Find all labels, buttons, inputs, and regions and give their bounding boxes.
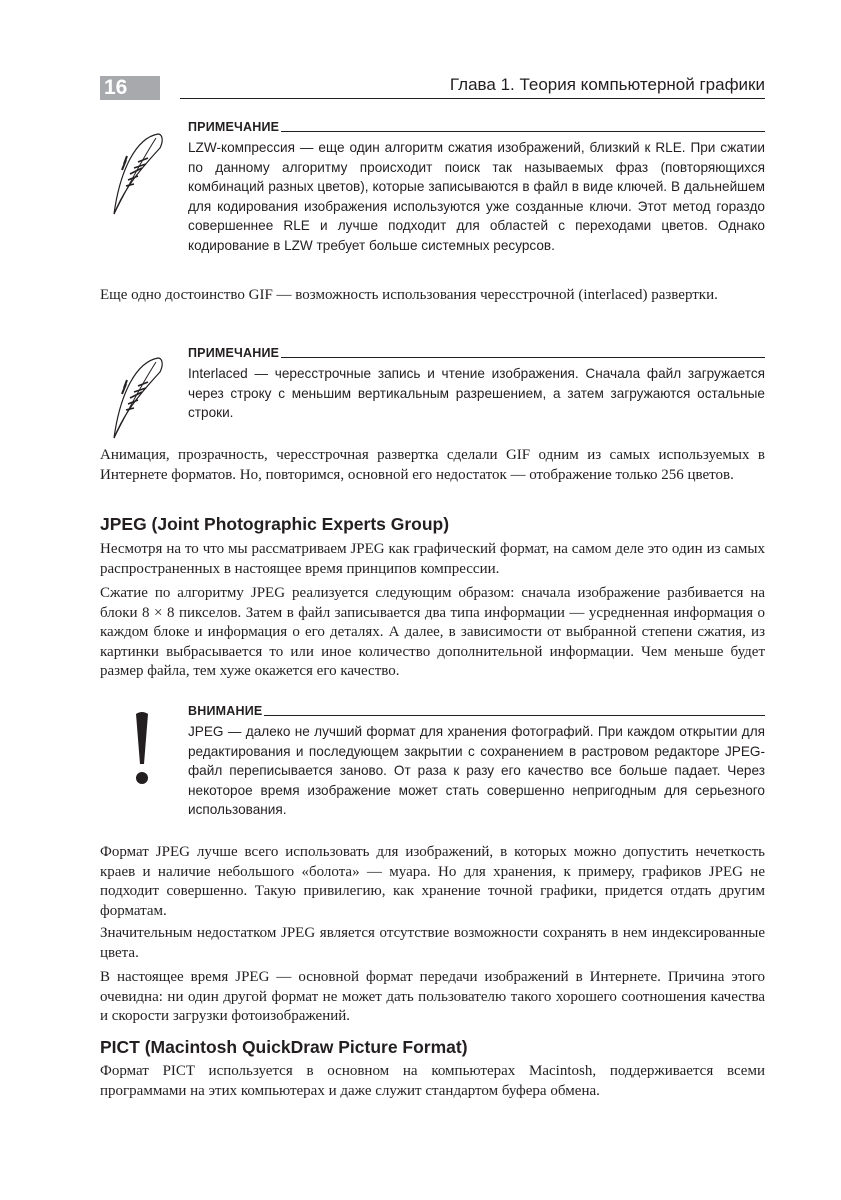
note-text: JPEG — далеко не лучший формат для хранения фотографий. При каждом открытии для редактирования и последующем закрытии с сохранением в растровом редакторе JPEG-файл переписывается заново. От раза к разу его качество все больше падает. Через некоторое время изображение может стать совершенно непригодным для серьезного использования. <box>188 724 765 817</box>
note-title: ПРИМЕЧАНИЕ <box>188 346 280 360</box>
note-text: Interlaced — чересстрочные запись и чтение изображения. Сначала файл загружается через строку с меньшим вертикальным разрешением, а затем загружаются остальные строки. <box>188 366 765 420</box>
paragraph-gif-summary: Анимация, прозрачность, чересстрочная развертка сделали GIF одним из самых используемых в Интернете форматов. Но, повторимся, основной его недостаток — отображение только 256 цветов. <box>100 447 765 483</box>
exclamation-icon <box>130 710 154 790</box>
paragraph-jpeg-intro: Несмотря на то что мы рассматриваем JPEG как графический формат, на самом деле это один из самых распространенных в настоящее время принципов компрессии. <box>100 541 765 577</box>
note-rule <box>264 715 765 716</box>
header-rule <box>180 98 765 99</box>
paragraph-pict-intro: Формат PICT используется в основном на компьютерах Macintosh, поддерживается всеми программами на этих компьютерах и даже служит стандартом буфера обмена. <box>100 1063 765 1099</box>
paragraph-jpeg-usage: Формат JPEG лучше всего использовать для изображений, в которых можно допустить нечеткость краев и наличие небольшого «болота» — муара. Но для хранения, к примеру, графиков JPEG не подходит совершенно. Такую привилегию, как хранение точной графики, придется отдать другим форматам. <box>100 844 765 919</box>
paragraph-jpeg-internet: В настоящее время JPEG — основной формат передачи изображений в Интернете. Причина этого очевидна: ни один другой формат не может дать пользователю такого хорошего соотношения качества и скорости загрузки фотоизображений. <box>100 969 765 1024</box>
paragraph-jpeg-algorithm: Сжатие по алгоритму JPEG реализуется следующим образом: сначала изображение разбивается на блоки 8 × 8 пикселов. Затем в файл записывается два типа информации — усредненная информация о каждом блоке и информация о его деталях. А далее, в зависимости от выбранной степени сжатия, из картинки выбрасывается то или иное количество дополнительной информации. Чем меньше будет размер файла, тем хуже окажется его качество. <box>100 585 765 679</box>
note-lzw <box>100 118 765 268</box>
chapter-title: Глава 1. Теория компьютерной графики <box>449 75 765 94</box>
page-number: 16 <box>100 76 160 100</box>
note-rule <box>281 131 765 132</box>
running-header <box>100 74 765 100</box>
feather-icon <box>106 354 166 444</box>
note-title: ПРИМЕЧАНИЕ <box>188 120 280 134</box>
note-text: LZW-компрессия — еще один алгоритм сжатия изображений, близкий к RLE. При сжатии по данному алгоритму происходит поиск так называемых фраз (повторяющихся комбинаций разных цветов), которые записываются в файл в виде ключей. В дальнейшем для кодирования изображения используются уже созданные ключи. Этот метод гораздо совершеннее RLE и лучше подходит для областей с переходами цветов. Однако кодирование в LZW требует больше системных ресурсов. <box>188 140 765 253</box>
paragraph-jpeg-drawback: Значительным недостатком JPEG является отсутствие возможности сохранять в нем индексированные цвета. <box>100 925 765 961</box>
note-title: ВНИМАНИЕ <box>188 704 263 718</box>
paragraph-gif-interlaced: Еще одно достоинство GIF — возможность использования чересстрочной (interlaced) развертки. <box>100 287 718 303</box>
note-warning-jpeg <box>100 702 765 832</box>
note-rule <box>281 357 765 358</box>
heading-pict: PICT (Macintosh QuickDraw Picture Format) <box>100 1037 468 1057</box>
feather-icon <box>106 130 166 220</box>
note-interlaced <box>100 344 765 434</box>
heading-jpeg: JPEG (Joint Photographic Experts Group) <box>100 514 450 534</box>
